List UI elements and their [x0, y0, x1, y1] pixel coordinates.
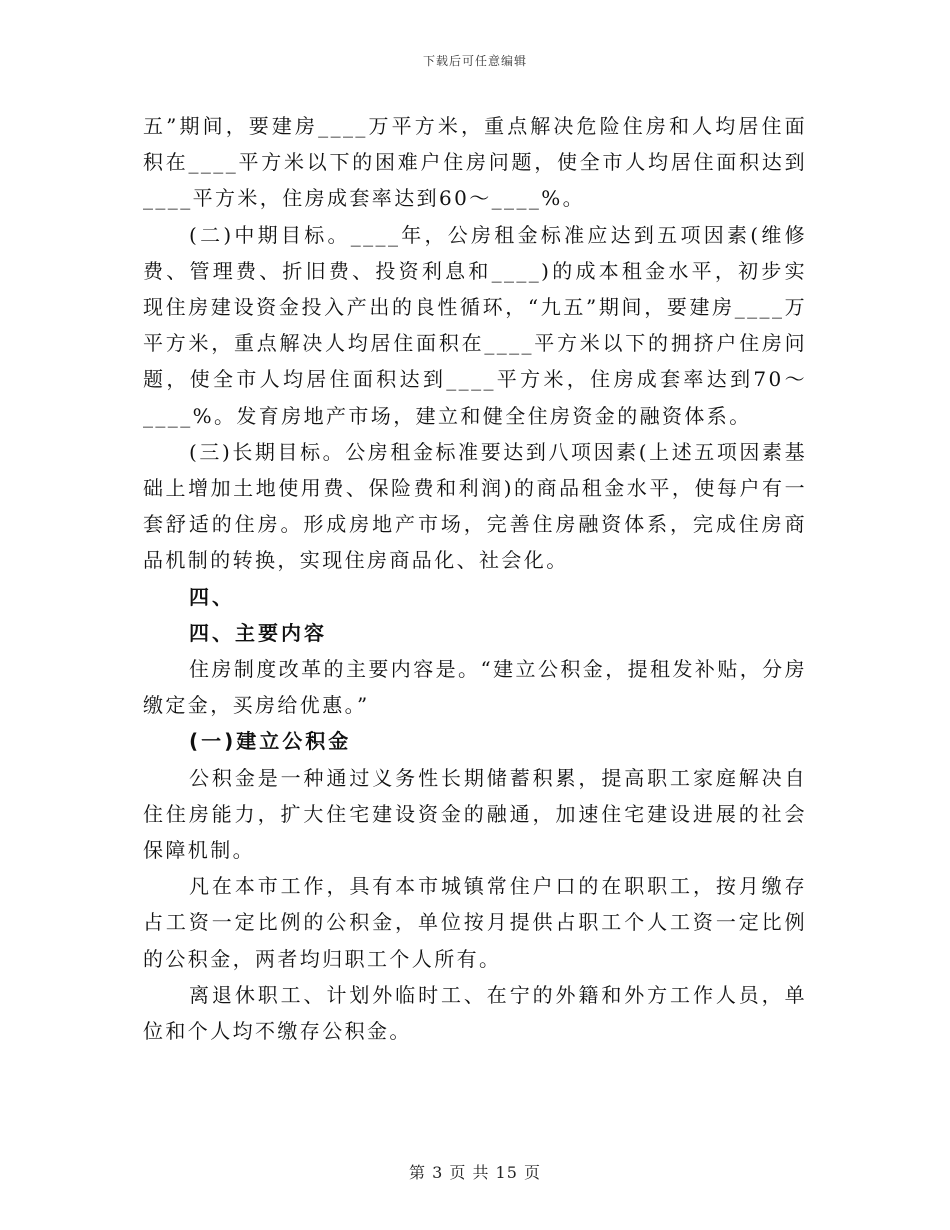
paragraph-mid-term-goal: (二)中期目标。____年，公房租金标准应达到五项因素(维修费、管理费、折旧费、投资利息和____)的成本租金水平，初步实现住房建设资金投入产出的良性循环，“九五”期间，要建房____万平方米，重点解决人均居住面积在____平方米以下的拥挤户住房问题，使全市人均居住面积达到____平方米，住房成套率达到70～____%。发育房地产市场，建立和健全住房资金的融资体系。: [143, 222, 807, 428]
paragraph-provident-fund-exemption: 离退休职工、计划外临时工、在宁的外籍和外方工作人员，单位和个人均不缴存公积金。: [143, 982, 807, 1044]
section-heading-main-content: 四、主要内容: [189, 620, 327, 645]
paragraph-long-term-goal: (三)长期目标。公房租金标准要达到八项因素(上述五项因素基础上增加土地使用费、保险费和利润)的商品租金水平，使每户有一套舒适的住房。形成房地产市场，完善住房融资体系，完成住房商品机制的转换，实现住房商品化、社会化。: [143, 439, 807, 573]
subsection-heading-provident-fund: (一)建立公积金: [189, 729, 352, 754]
paragraph-continuation: 五”期间，要建房____万平方米，重点解决危险住房和人均居住面积在____平方米以下的困难户住房问题，使全市人均居住面积达到____平方米，住房成套率达到60～____%。: [143, 114, 807, 211]
section-number-heading: 四、: [189, 584, 235, 609]
page-header-note: 下载后可任意编辑: [422, 54, 527, 68]
paragraph-reform-content: 住房制度改革的主要内容是。“建立公积金，提租发补贴，分房缴定金，买房给优惠。”: [143, 657, 807, 718]
paragraph-provident-fund-eligibility: 凡在本市工作，具有本市城镇常住户口的在职职工，按月缴存占工资一定比例的公积金，单位按月提供占职工个人工资一定比例的公积金，两者均归职工个人所有。: [143, 874, 807, 971]
page-number-footer: 第 3 页 共 15 页: [409, 1163, 541, 1182]
paragraph-provident-fund-definition: 公积金是一种通过义务性长期储蓄积累，提高职工家庭解决自住住房能力，扩大住宅建设资金的融通，加速住宅建设进展的社会保障机制。: [143, 765, 807, 863]
document-body: [143, 108, 807, 1049]
